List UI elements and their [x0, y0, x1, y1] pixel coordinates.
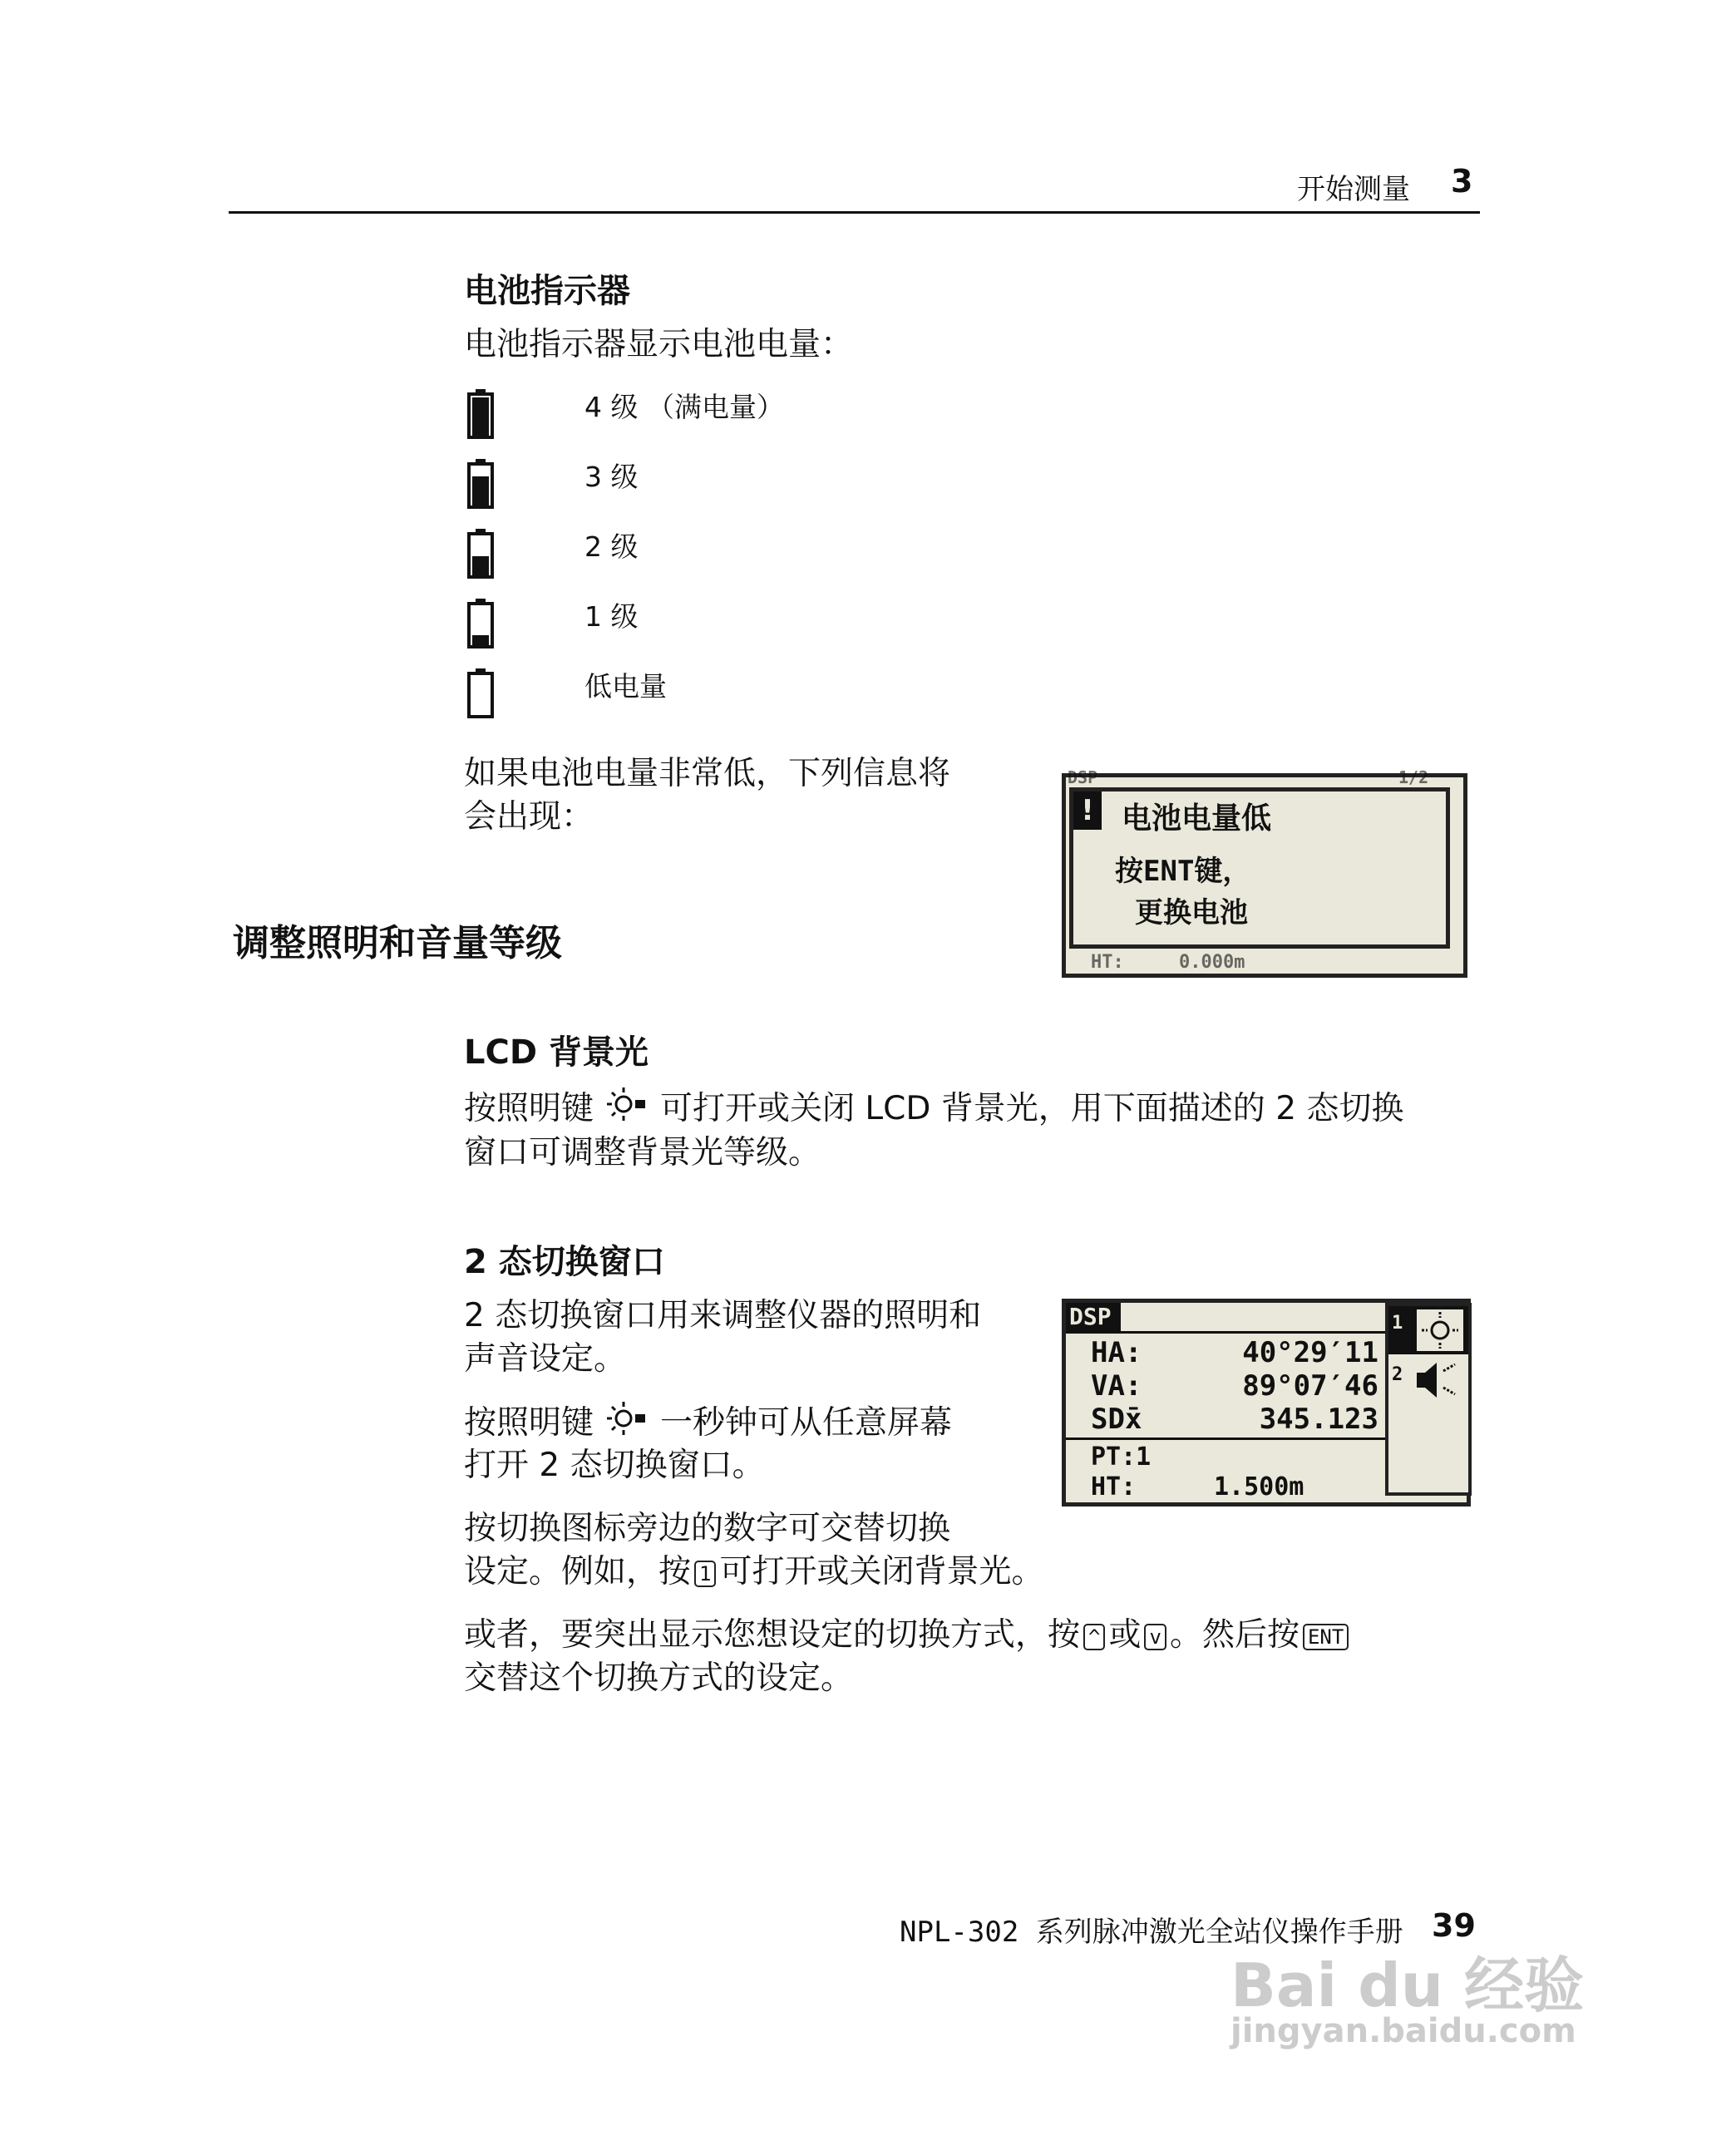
toggle-p3-line2	[464, 1550, 1043, 1595]
toggle-p2-line2: 打开 2 态切换窗口。	[464, 1447, 765, 1484]
lcd-mid-rule	[1066, 1437, 1385, 1440]
toggle-p3-b: 可打开或关闭背景光。	[719, 1553, 1044, 1590]
measurement-label: HA:	[1091, 1336, 1142, 1369]
low-battery-msg-line1: 如果电池电量非常低，下列信息将	[464, 755, 951, 792]
toggle-p1-line2: 声音设定。	[464, 1340, 627, 1378]
lcd-top-rule	[1066, 1331, 1385, 1334]
toggle-2-number[interactable]: 2	[1392, 1364, 1403, 1385]
battery-level-icon	[467, 599, 494, 648]
battery-level-icon	[467, 459, 494, 509]
battery-level-icon	[467, 529, 494, 579]
header-rule	[229, 211, 1480, 214]
pt-readout: PT:1	[1091, 1442, 1152, 1472]
low-battery-line2: 更换电池	[1135, 896, 1248, 930]
low-battery-msg-line2: 会出现：	[464, 798, 594, 836]
toggle-p2-a: 按照明键	[464, 1404, 594, 1442]
chapter-number: 3	[1451, 163, 1473, 200]
toggle-p4-a: 或者，要突出显示您想设定的切换方式，按	[464, 1616, 1081, 1654]
low-battery-lcd-screen	[1062, 767, 1467, 978]
measurement-value: 89°07′46	[1242, 1369, 1378, 1403]
battery-heading: 电池指示器	[464, 272, 630, 310]
toggle-p1-line1: 2 态切换窗口用来调整仪器的照明和	[464, 1297, 982, 1334]
toggle-p2-line1	[464, 1400, 952, 1449]
measurement-value: 40°29′11	[1242, 1336, 1378, 1369]
watermark-url: jingyan.baidu.com	[1230, 2012, 1576, 2050]
footer-page-number: 39	[1432, 1907, 1476, 1944]
toggle-window-lcd-screen	[1062, 1299, 1471, 1507]
key-1[interactable]: 1	[694, 1561, 716, 1587]
battery-level-icon	[467, 668, 494, 718]
battery-intro: 电池指示器显示电池电量：	[464, 326, 854, 363]
lcd-para-a: 按照明键	[464, 1090, 594, 1127]
chapter-title: 开始测量	[1297, 173, 1410, 206]
toggle-p3-line1: 按切换图标旁边的数字可交替切换	[464, 1510, 951, 1547]
low-battery-line1: 按ENT键，	[1115, 855, 1251, 888]
battery-level-label: 3 级	[584, 461, 639, 493]
illumination-key-icon-2	[605, 1400, 649, 1449]
lcd-bottom-fragment: HT: 0.000m	[1091, 952, 1245, 973]
battery-level-label: 2 级	[584, 530, 639, 563]
lcd-top-fragment-left: DSP	[1068, 767, 1098, 787]
low-battery-dialog	[1069, 787, 1450, 949]
lcd-backlight-para-line2: 窗口可调整背景光等级。	[464, 1134, 821, 1171]
low-battery-title: 电池电量低	[1122, 801, 1272, 836]
illumination-key-icon	[605, 1086, 649, 1135]
battery-level-label: 低电量	[584, 670, 667, 703]
key-down[interactable]: v	[1144, 1624, 1166, 1650]
ht-value: 1.500m	[1214, 1472, 1304, 1502]
warning-icon: !	[1073, 791, 1102, 830]
toggle-window-heading: 2 态切换窗口	[464, 1243, 665, 1281]
toggle-1-number[interactable]: 1	[1392, 1313, 1403, 1334]
key-up[interactable]: ^	[1083, 1624, 1105, 1650]
lcd-backlight-para-line1	[464, 1086, 1403, 1135]
toggle-p4-mid: 或	[1108, 1616, 1142, 1654]
toggle-popup	[1385, 1303, 1472, 1496]
toggle-p2-b: 一秒钟可从任意屏幕	[660, 1404, 953, 1442]
backlight-toggle-icon[interactable]	[1417, 1309, 1463, 1351]
speaker-toggle-icon[interactable]	[1413, 1359, 1463, 1401]
toggle-p4-line1	[464, 1613, 1352, 1658]
ht-label: HT:	[1091, 1472, 1137, 1502]
footer-title: NPL-302 系列脉冲激光全站仪操作手册	[900, 1916, 1403, 1949]
lcd-top-fragment-right: 1/2	[1398, 767, 1429, 787]
measurement-value: 345.123	[1259, 1403, 1378, 1436]
battery-level-label: 1 级	[584, 600, 639, 633]
battery-level-icon	[467, 389, 494, 439]
lcd-para-b: 可打开或关闭 LCD 背景光，用下面描述的 2 态切换	[660, 1090, 1404, 1127]
battery-level-label: 4 级 （满电量）	[584, 391, 784, 423]
lighting-heading: 调整照明和音量等级	[233, 922, 562, 964]
watermark-brand: Bai du 经验	[1230, 1950, 1585, 2020]
lcd-backlight-heading: LCD 背景光	[464, 1033, 649, 1072]
toggle-p4-line2: 交替这个切换方式的设定。	[464, 1659, 854, 1697]
dsp-tag: DSP	[1069, 1303, 1112, 1330]
toggle-p4-b: 。然后按	[1169, 1616, 1300, 1654]
key-ent[interactable]: ENT	[1303, 1624, 1349, 1650]
measurement-label: VA:	[1091, 1369, 1142, 1403]
measurement-label: SDx̄	[1091, 1403, 1142, 1436]
toggle-p3-a: 设定。例如，按	[464, 1553, 692, 1590]
